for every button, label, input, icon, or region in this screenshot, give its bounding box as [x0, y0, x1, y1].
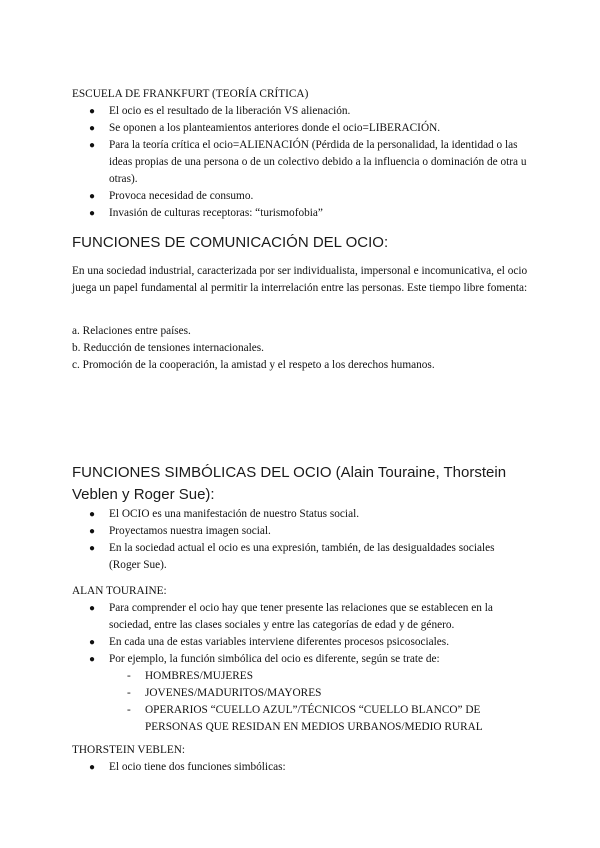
touraine-bullet-list: [72, 600, 528, 668]
list-item-text: Se oponen a los planteamientos anteriores donde el ocio=LIBERACIÓN.: [109, 122, 441, 134]
section-touraine: [72, 583, 528, 736]
bullet-icon: ●: [89, 526, 96, 537]
list-item-text: Para comprender el ocio hay que tener presente las relaciones que se establecen en la sociedad, entre las clases sociales y entre las categorías de edad y de género.: [109, 602, 493, 631]
list-item: [72, 634, 528, 651]
dash-icon: -: [127, 687, 131, 699]
list-item-text: Para la teoría crítica el ocio=ALIENACIÓN (Pérdida de la personalidad, la identidad o las ideas propias de una persona o de un colectivo debido a la influencia o dominación de otra u otras).: [109, 139, 527, 185]
section-title-simbolicas: FUNCIONES SIMBÓLICAS DEL OCIO (Alain Touraine, Thorstein Veblen y Roger Sue):: [72, 464, 507, 503]
list-item: [72, 137, 528, 188]
list-item-text: El ocio tiene dos funciones simbólicas:: [109, 761, 286, 773]
veblen-bullet-list: [72, 759, 528, 776]
bullet-icon: ●: [89, 208, 96, 219]
bullet-icon: ●: [89, 637, 96, 648]
section-veblen: [72, 742, 528, 776]
list-item-text: Proyectamos nuestra imagen social.: [109, 525, 271, 537]
comunicacion-paragraph: En una sociedad industrial, caracterizada por ser individualista, impersonal e incomunicativa, el ocio juega un papel fundamental al permitir la interrelación entre las personas. Este tiempo libre fomenta:: [72, 265, 528, 294]
frankfurt-bullet-list: [72, 103, 528, 222]
bullet-icon: ●: [89, 191, 96, 202]
bullet-icon: ●: [89, 140, 96, 151]
bullet-icon: ●: [89, 762, 96, 773]
list-item-text: Provoca necesidad de consumo.: [109, 190, 254, 202]
list-item-text: Por ejemplo, la función simbólica del ocio es diferente, según se trate de:: [109, 653, 440, 665]
list-item-text: El OCIO es una manifestación de nuestro Status social.: [109, 508, 360, 520]
list-item-text: JOVENES/MADURITOS/MAYORES: [145, 687, 322, 699]
list-item: [72, 506, 528, 523]
section-simbolicas: [72, 462, 528, 574]
section-heading-touraine: ALAN TOURAINE:: [72, 585, 167, 597]
list-item: [72, 651, 528, 668]
list-item: a. Relaciones entre países.: [72, 325, 191, 337]
list-item-text: HOMBRES/MUJERES: [145, 670, 253, 682]
list-item: [72, 685, 528, 702]
comunicacion-paragraph-block: [72, 263, 528, 297]
list-item: [72, 600, 528, 634]
dash-icon: -: [127, 704, 131, 716]
list-item: b. Reducción de tensiones internacionales.: [72, 342, 264, 354]
list-item-text: El ocio es el resultado de la liberación VS alienación.: [109, 105, 351, 117]
section-frankfurt: [72, 86, 528, 222]
comunicacion-lettered-list: [72, 323, 528, 374]
bullet-icon: ●: [89, 123, 96, 134]
touraine-dash-list: [72, 668, 528, 736]
list-item: [72, 103, 528, 120]
list-item: [72, 205, 528, 222]
list-item: [72, 668, 528, 685]
section-title-comunicacion: FUNCIONES DE COMUNICACIÓN DEL OCIO:: [72, 234, 389, 251]
list-item: [72, 188, 528, 205]
bullet-icon: ●: [89, 509, 96, 520]
section-heading-frankfurt: ESCUELA DE FRANKFURT (TEORÍA CRÍTICA): [72, 88, 309, 100]
section-heading-veblen: THORSTEIN VEBLEN:: [72, 744, 186, 756]
bullet-icon: ●: [89, 106, 96, 117]
list-item: [72, 540, 528, 574]
comunicacion-list-block: [72, 323, 528, 374]
list-item-text: OPERARIOS “CUELLO AZUL”/TÉCNICOS “CUELLO BLANCO” DE PERSONAS QUE RESIDAN EN MEDIOS URBANOS/MEDIO RURAL: [145, 704, 483, 733]
simbolicas-bullet-list: [72, 506, 528, 574]
bullet-icon: ●: [89, 543, 96, 554]
list-item: [72, 759, 528, 776]
dash-icon: -: [127, 670, 131, 682]
bullet-icon: ●: [89, 603, 96, 614]
list-item-text: En la sociedad actual el ocio es una expresión, también, de las desigualdades sociales (Roger Sue).: [109, 542, 495, 571]
list-item-text: Invasión de culturas receptoras: “turismofobia”: [109, 207, 323, 219]
list-item: [72, 523, 528, 540]
list-item: c. Promoción de la cooperación, la amistad y el respeto a los derechos humanos.: [72, 359, 435, 371]
list-item: [72, 702, 528, 736]
bullet-icon: ●: [89, 654, 96, 665]
section-comunicacion: [72, 232, 528, 254]
list-item-text: En cada una de estas variables interviene diferentes procesos psicosociales.: [109, 636, 450, 648]
list-item: [72, 120, 528, 137]
